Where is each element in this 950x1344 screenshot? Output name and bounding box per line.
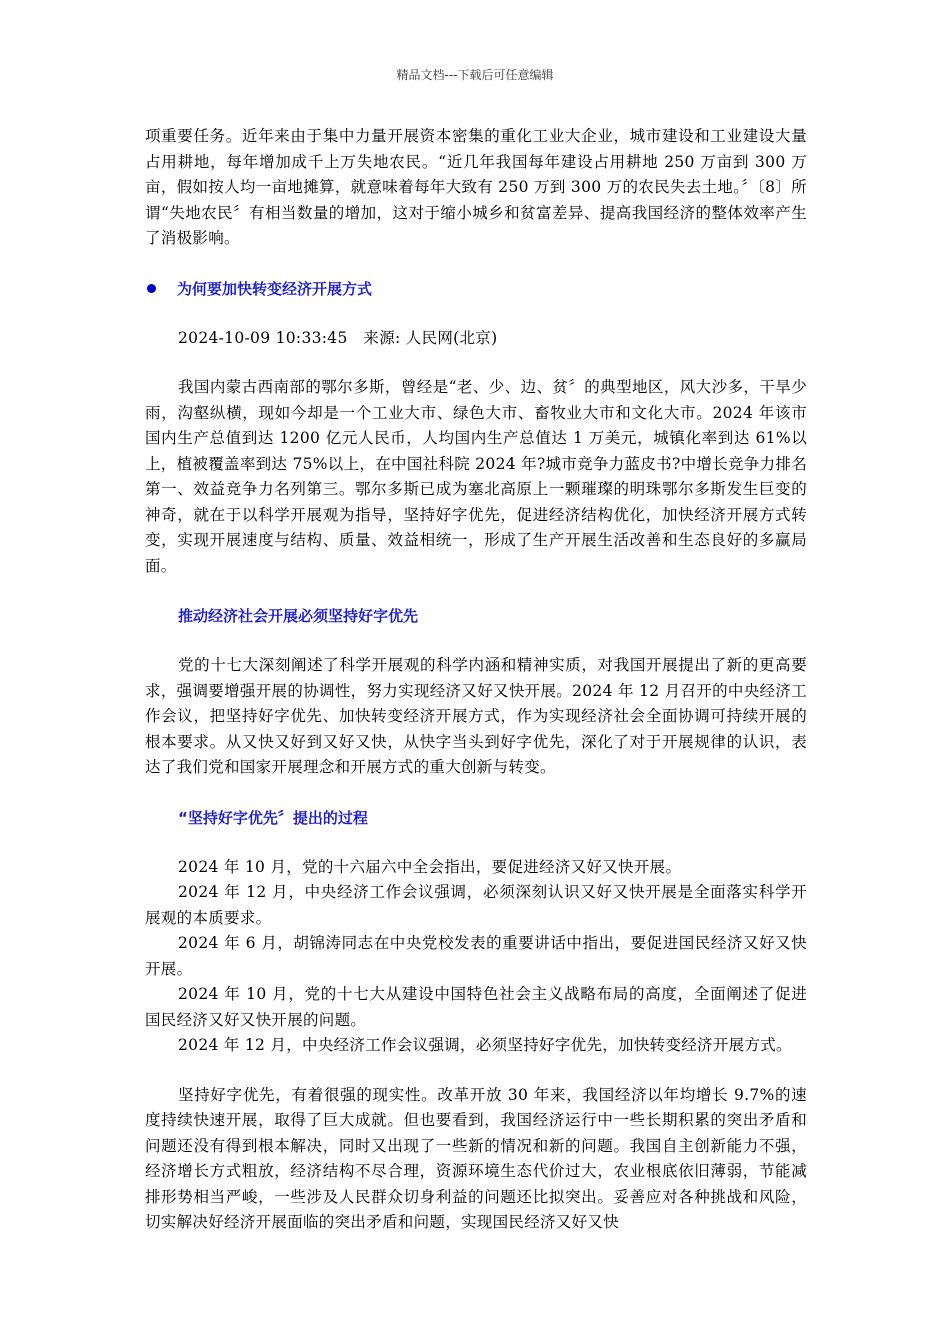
timeline-item: 2024 年 12 月，中央经济工作会议强调，必须坚持好字优先，加快转变经济开展方式。 [178, 1036, 792, 1054]
document-body [145, 124, 807, 1236]
section-heading [145, 276, 807, 302]
page-header: 精品文档---下载后可任意编辑 [396, 68, 554, 82]
timeline-item: 2024 年 6 月，胡锦涛同志在中央党校发表的重要讲话中指出，要促进国民经济又好又快开展。 [145, 934, 807, 978]
timeline-item: 2024 年 10 月，党的十六届六中全会指出，要促进经济又好又快开展。 [178, 857, 682, 876]
section-title: 为何要加快转变经济开展方式 [177, 279, 373, 298]
paragraph-ordos: 我国内蒙古西南部的鄂尔多斯，曾经是“老、少、边、贫〞的典型地区，风大沙多，干旱少雨，沟壑纵横，现如今却是一个工业大市、绿色大市、畜牧业大市和文化大市。2024 年该市国内生产总值到达 1200 亿元人民币，人均国内生产总值达 1 万美元，城镇化率到达 61%以上，植被覆盖率到达 75%以上，在中国社科院 2024 年?城市竞争力蓝皮书?中增长竞争力排名第一、效益竞争力名列第三。鄂尔多斯已成为塞北高原上一颗璀璨的明珠鄂尔多斯发生巨变的神奇，就在于以科学开展观为指导，坚持好字优先，促进经济结构优化，加快经济开展方式转变，实现开展速度与结构、质量、效益相统一，形成了生产开展生活改善和生态良好的多赢局面。 [145, 378, 807, 575]
intro-paragraph: 项重要任务。近年来由于集中力量开展资本密集的重化工业大企业，城市建设和工业建设大量占用耕地，每年增加成千上万失地农民。“近几年我国每年建设占用耕地 250 万亩到 300 万亩，假如按人均一亩地摊算，就意味着每年大致有 250 万到 300 万的农民失去土地。〞〔8〕所谓“失地农民〞有相当数量的增加，这对于缩小城乡和贫富差异、提高我国经济的整体效率产生了消极影响。 [145, 127, 807, 247]
paragraph-party-congress: 党的十七大深刻阐述了科学开展观的科学内涵和精神实质，对我国开展提出了新的更高要求，强调要增强开展的协调性，努力实现经济又好又快开展。2024 年 12 月召开的中央经济工作会议，把坚持好字优先、加快转变经济开展方式，作为实现经济社会全面协调可持续开展的根本要求。从又快又好到又好又快，从快字当头到好字优先，深化了对于开展规律的认识，表达了我们党和国家开展理念和开展方式的重大创新与转变。 [145, 656, 807, 776]
subheading-process: “坚持好字优先〞提出的过程 [178, 808, 368, 827]
timeline-item: 2024 年 12 月，中央经济工作会议强调，必须深刻认识又好又快开展是全面落实科学开展观的本质要求。 [145, 883, 807, 927]
subheading-good-first: 推动经济社会开展必须坚持好字优先 [178, 607, 419, 625]
paragraph-reality: 坚持好字优先，有着很强的现实性。改革开放 30 年来，我国经济以年均增长 9.7%的速度持续快速开展，取得了巨大成就。但也要看到，我国经济运行中一些长期积累的突出矛盾和问题还没有得到根本解决，同时又出现了一些新的情况和新的问题。我国自主创新能力不强，经济增长方式粗放，经济结构不尽合理，资源环境生态代价过大，农业根底依旧薄弱，节能减排形势相当严峻，一些涉及人民群众切身利益的问题还比拟突出。妥善应对各种挑战和风险，切实解决好经济开展面临的突出矛盾和问题，实现国民经济又好又快 [145, 1085, 807, 1231]
article-meta: 2024-10-09 10:33:45 来源: 人民网(北京) [178, 328, 498, 347]
bullet-icon [147, 284, 156, 293]
timeline-item: 2024 年 10 月，党的十七大从建设中国特色社会主义战略布局的高度，全面阐述了促进国民经济又好又快开展的问题。 [145, 985, 807, 1029]
